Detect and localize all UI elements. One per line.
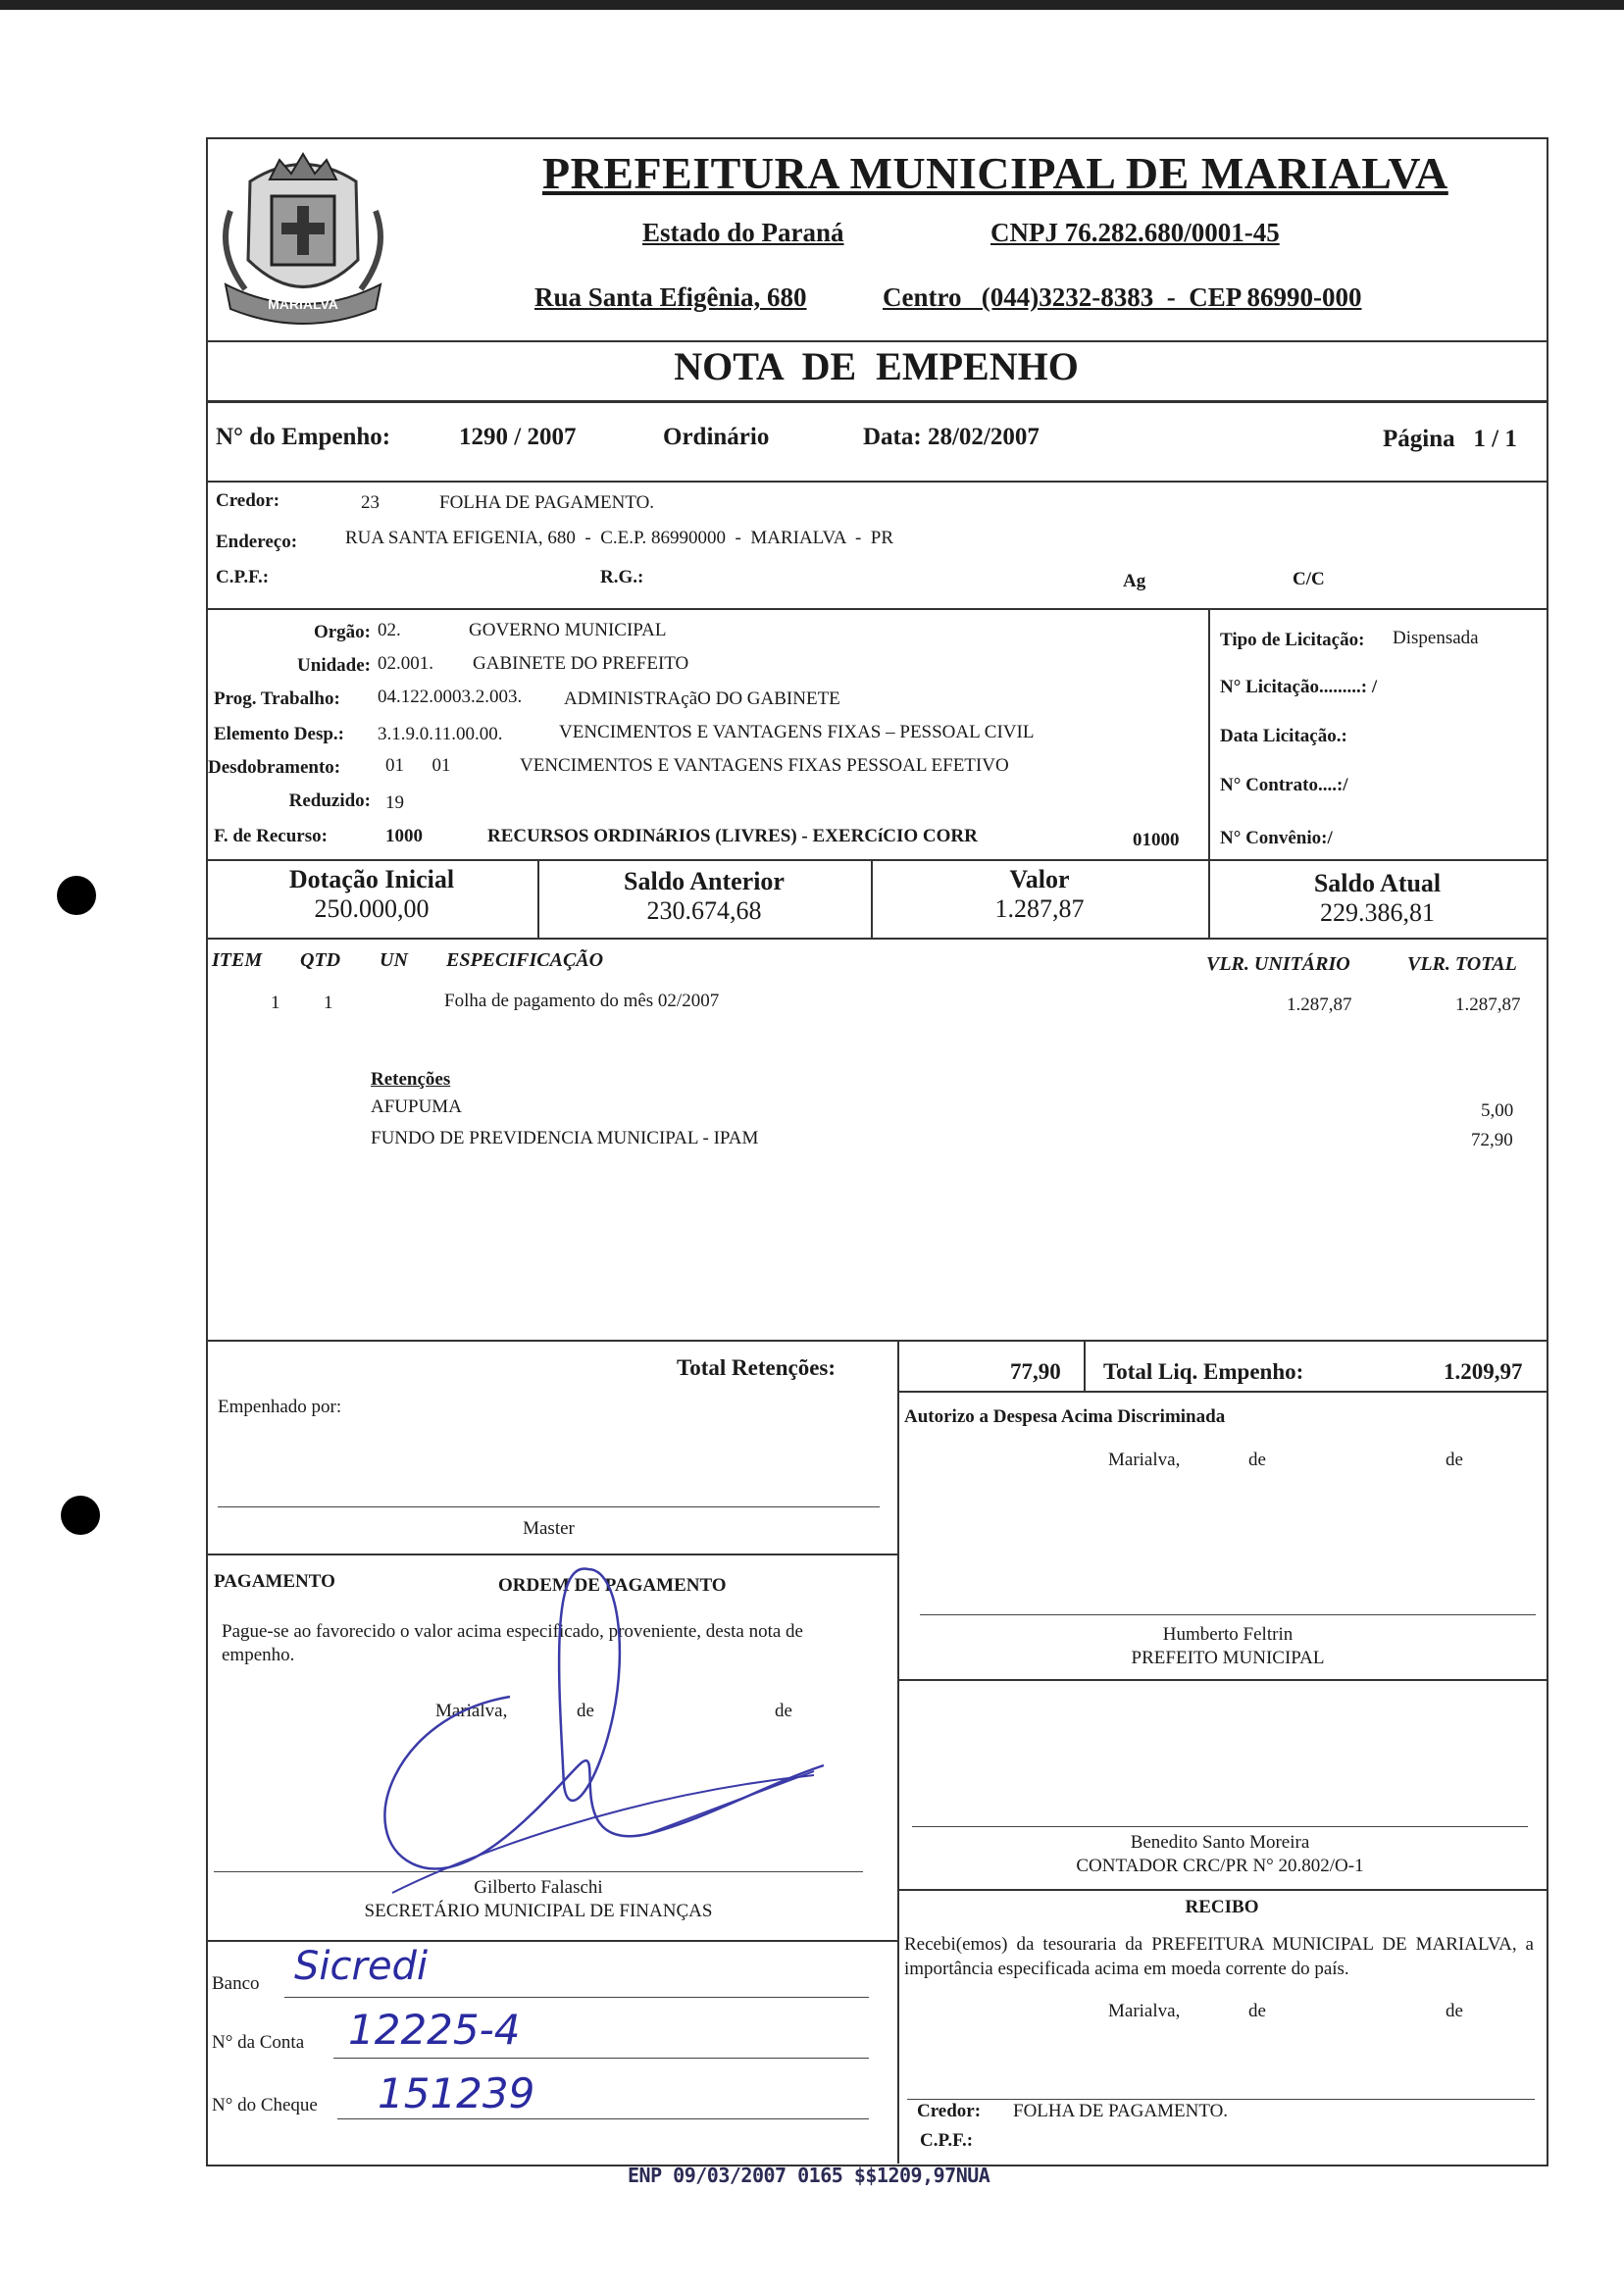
prog-label: Prog. Trabalho: bbox=[214, 688, 340, 709]
tipo-licitacao-label: Tipo de Licitação: bbox=[1220, 630, 1365, 650]
col-vlr-total: VLR. TOTAL bbox=[1407, 953, 1517, 975]
retencao-ipam-value: 72,90 bbox=[1471, 1130, 1513, 1150]
conta-value: 12225-4 bbox=[348, 2006, 521, 2054]
item-number: 1 bbox=[271, 993, 280, 1013]
recurso-name: RECURSOS ORDINáRIOS (LIVRES) - EXERCíCIO CORR bbox=[487, 826, 978, 846]
prefeito-role: PREFEITO MUNICIPAL bbox=[1131, 1648, 1325, 1668]
item-unit-value: 1.287,87 bbox=[1287, 994, 1352, 1015]
cnpj: CNPJ 76.282.680/0001-45 bbox=[990, 218, 1280, 247]
seal-text: MARIALVA bbox=[268, 296, 338, 312]
contador-name: Benedito Santo Moreira bbox=[1130, 1832, 1310, 1853]
unidade-code: 02.001. bbox=[378, 653, 433, 674]
orgao-name: GOVERNO MUNICIPAL bbox=[469, 620, 667, 640]
cpf-label: C.P.F.: bbox=[216, 567, 270, 587]
empenho-type: Ordinário bbox=[663, 424, 770, 450]
prog-name: ADMINISTRAçãO DO GABINETE bbox=[564, 688, 840, 709]
col-item: ITEM bbox=[212, 949, 263, 971]
municipality-title: PREFEITURA MUNICIPAL DE MARIALVA bbox=[542, 148, 1448, 198]
reduzido-value: 19 bbox=[385, 792, 404, 813]
col-qtd: QTD bbox=[300, 949, 341, 971]
recibo-title: RECIBO bbox=[1185, 1897, 1259, 1917]
pagamento-label: PAGAMENTO bbox=[214, 1571, 335, 1592]
agency-label: Ag bbox=[1123, 571, 1146, 591]
recibo-credor-name: FOLHA DE PAGAMENTO. bbox=[1013, 2101, 1229, 2121]
saldo-atual-value: 229.386,81 bbox=[1320, 898, 1435, 927]
address-contact: Centro (044)3232-8383 - CEP 86990-000 bbox=[883, 282, 1362, 312]
autorizo-title: Autorizo a Despesa Acima Discriminada bbox=[904, 1406, 1226, 1427]
desdobramento-code: 01 01 bbox=[385, 755, 451, 776]
elemento-code: 3.1.9.0.11.00.00. bbox=[378, 724, 503, 744]
empenho-number-label: N° do Empenho: bbox=[216, 424, 391, 450]
scan-top-edge bbox=[0, 0, 1624, 10]
saldo-anterior bbox=[537, 867, 871, 926]
municipal-seal bbox=[211, 142, 395, 333]
banco-label: Banco bbox=[212, 1973, 260, 1994]
punch-hole-bottom bbox=[61, 1496, 100, 1535]
rg-label: R.G.: bbox=[600, 567, 644, 587]
print-stamp: ENP 09/03/2007 0165 $$1209,97NUA bbox=[628, 2164, 990, 2187]
col-especificacao: ESPECIFICAÇÃO bbox=[446, 949, 604, 971]
address: Rua Santa Efigênia, 680 bbox=[534, 282, 807, 312]
licitacao-number: N° Licitação.........: / bbox=[1220, 677, 1378, 697]
autorizo-de-1: de bbox=[1248, 1450, 1266, 1470]
state-name: Estado do Paraná bbox=[642, 218, 844, 247]
item-qtd: 1 bbox=[324, 993, 333, 1013]
banco-value: Sicredi bbox=[294, 1944, 429, 1989]
total-liquido-value: 1.209,97 bbox=[1444, 1359, 1523, 1384]
saldo-anterior-value: 230.674,68 bbox=[646, 896, 762, 925]
convenio-number: N° Convênio:/ bbox=[1220, 828, 1333, 848]
ordem-pagamento-title: ORDEM DE PAGAMENTO bbox=[498, 1575, 727, 1596]
dotacao-inicial-value: 250.000,00 bbox=[314, 894, 430, 923]
credor-address: RUA SANTA EFIGENIA, 680 - C.E.P. 86990000 - MARIALVA - PR bbox=[345, 528, 894, 548]
punch-hole-top bbox=[57, 876, 96, 915]
recibo-text: Recebi(emos) da tesouraria da PREFEITURA MUNICIPAL DE MARIALVA, a importância especificada acima em moeda corrente do país. bbox=[904, 1934, 1534, 1979]
col-vlr-unitario: VLR. UNITÁRIO bbox=[1206, 953, 1350, 975]
cheque-value: 151239 bbox=[378, 2069, 535, 2117]
contador-role: CONTADOR CRC/PR N° 20.802/O-1 bbox=[1076, 1856, 1364, 1876]
orgao-label: Orgão: bbox=[313, 622, 371, 642]
contrato-number: N° Contrato....:/ bbox=[1220, 775, 1348, 795]
document-title: NOTA DE EMPENHO bbox=[674, 344, 1079, 388]
recurso-code-2: 01000 bbox=[1133, 830, 1180, 850]
recibo-credor-label: Credor: bbox=[917, 2101, 982, 2121]
recurso-code: 1000 bbox=[385, 826, 423, 846]
desdobramento-label: Desdobramento: bbox=[208, 757, 341, 778]
page-number: Página 1 / 1 bbox=[1383, 426, 1517, 452]
retencao-afupuma-value: 5,00 bbox=[1481, 1100, 1514, 1121]
prog-code: 04.122.0003.2.003. bbox=[378, 687, 523, 707]
credor-name: FOLHA DE PAGAMENTO. bbox=[439, 492, 655, 513]
elemento-label: Elemento Desp.: bbox=[214, 724, 344, 744]
saldo-anterior-label: Saldo Anterior bbox=[624, 867, 785, 895]
secretario-name: Gilberto Falaschi bbox=[474, 1877, 603, 1898]
item-description: Folha de pagamento do mês 02/2007 bbox=[444, 991, 720, 1011]
valor-label: Valor bbox=[1009, 865, 1070, 893]
conta-label: N° da Conta bbox=[212, 2032, 305, 2053]
dotacao-inicial-label: Dotação Inicial bbox=[288, 865, 455, 893]
empenho-date: Data: 28/02/2007 bbox=[863, 424, 1040, 450]
credor-label: Credor: bbox=[216, 490, 280, 511]
tipo-licitacao-value: Dispensada bbox=[1393, 628, 1479, 648]
credor-code: 23 bbox=[361, 492, 380, 513]
recibo-de-2: de bbox=[1446, 2001, 1463, 2021]
col-un: UN bbox=[380, 949, 408, 971]
recibo-cpf-label: C.P.F.: bbox=[920, 2130, 974, 2151]
pagamento-de-1: de bbox=[577, 1701, 594, 1721]
licitacao-date: Data Licitação.: bbox=[1220, 726, 1347, 746]
retencao-afupuma: AFUPUMA bbox=[371, 1096, 462, 1117]
valor bbox=[871, 865, 1208, 924]
endereco-label: Endereço: bbox=[216, 532, 298, 552]
saldo-atual-label: Saldo Atual bbox=[1313, 869, 1442, 897]
total-liquido-label: Total Liq. Empenho: bbox=[1103, 1359, 1304, 1384]
reduzido-label: Reduzido: bbox=[288, 790, 371, 811]
recibo-de-1: de bbox=[1248, 2001, 1266, 2021]
autorizo-de-2: de bbox=[1446, 1450, 1463, 1470]
prefeito-name: Humberto Feltrin bbox=[1162, 1624, 1294, 1645]
retencoes-title: Retenções bbox=[371, 1069, 451, 1090]
retencao-ipam: FUNDO DE PREVIDENCIA MUNICIPAL - IPAM bbox=[371, 1128, 759, 1148]
total-retencoes-value: 77,90 bbox=[1010, 1359, 1061, 1384]
desdobramento-name: VENCIMENTOS E VANTAGENS FIXAS PESSOAL EFETIVO bbox=[520, 755, 1009, 776]
unidade-name: GABINETE DO PREFEITO bbox=[473, 653, 689, 674]
secretario-role: SECRETÁRIO MUNICIPAL DE FINANÇAS bbox=[364, 1901, 713, 1921]
autorizo-place: Marialva, bbox=[1108, 1450, 1181, 1470]
item-total-value: 1.287,87 bbox=[1455, 994, 1521, 1015]
pagamento-de-2: de bbox=[775, 1701, 792, 1721]
empenhado-signer: Master bbox=[523, 1518, 575, 1539]
valor-value: 1.287,87 bbox=[994, 894, 1085, 923]
handwritten-signature bbox=[353, 1540, 843, 1922]
dotacao-inicial bbox=[206, 865, 537, 924]
cheque-label: N° do Cheque bbox=[212, 2095, 318, 2115]
recibo-place: Marialva, bbox=[1108, 2001, 1181, 2021]
total-retencoes-label: Total Retenções: bbox=[677, 1355, 837, 1380]
pagamento-place: Marialva, bbox=[435, 1701, 508, 1721]
empenho-number: 1290 / 2007 bbox=[459, 424, 577, 450]
pagamento-text: Pague-se ao favorecido o valor acima especificado, proveniente, desta nota de empenho. bbox=[222, 1621, 803, 1665]
account-label: C/C bbox=[1293, 569, 1325, 589]
empenhado-label: Empenhado por: bbox=[218, 1397, 342, 1417]
saldo-atual bbox=[1208, 869, 1547, 928]
elemento-name: VENCIMENTOS E VANTAGENS FIXAS – PESSOAL CIVIL bbox=[559, 722, 1035, 742]
recurso-label: F. de Recurso: bbox=[214, 826, 328, 846]
unidade-label: Unidade: bbox=[297, 655, 371, 676]
orgao-code: 02. bbox=[378, 620, 401, 640]
